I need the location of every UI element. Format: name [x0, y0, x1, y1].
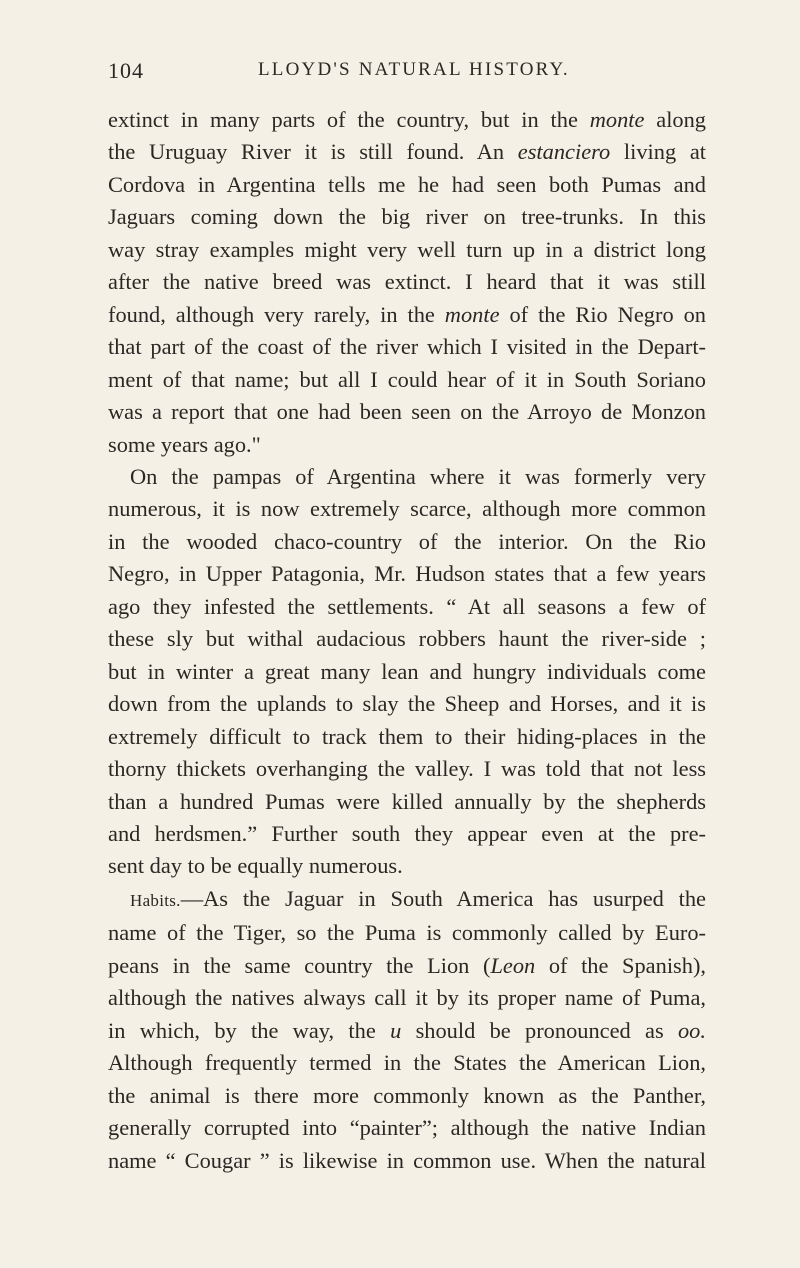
italic-term: monte — [444, 301, 500, 327]
italic-term: Leon — [490, 952, 536, 978]
italic-term: estanciero — [517, 139, 611, 165]
text-line: the animal is there more commonly known as the Panther, — [108, 1082, 706, 1108]
text-line: but in winter a great many lean and hungry individuals come — [108, 658, 706, 684]
text-line: after the native breed was extinct. I heard that it was still — [108, 269, 706, 295]
body-text — [108, 104, 706, 1177]
text-line: although the natives always call it by its proper name of Puma, — [108, 985, 706, 1011]
text-line: Jaguars coming down the big river on tree-trunks. In this — [108, 204, 706, 230]
text-line: down from the uplands to slay the Sheep and Horses, and it is — [108, 691, 706, 717]
text-line: Although frequently termed in the States the American Lion, — [108, 1050, 706, 1076]
paragraph-continuation — [108, 104, 706, 461]
text-line: was a report that one had been seen on the Arroyo de Monzon — [108, 399, 706, 425]
text-line: and herdsmen.” Further south they appear even at the pre- — [108, 820, 706, 846]
running-head: LLOYD'S NATURAL HISTORY. — [258, 59, 570, 80]
text-line: that part of the coast of the river which I visited in the Depart- — [108, 334, 706, 360]
text-line: way stray examples might very well turn up in a district long — [108, 236, 706, 262]
text-line: On the pampas of Argentina where it was formerly very — [130, 463, 706, 489]
italic-term: oo. — [677, 1017, 706, 1043]
text-line: generally corrupted into “painter”; although the native Indian — [108, 1115, 706, 1141]
paragraph-pampas — [108, 461, 706, 883]
text-line: Negro, in Upper Patagonia, Mr. Hudson states that a few years — [108, 561, 706, 587]
italic-term: u — [390, 1017, 402, 1043]
italic-term: monte — [589, 107, 645, 132]
page-number: 104 — [108, 58, 144, 83]
text-line: Cordova in Argentina tells me he had seen both Pumas and — [108, 171, 706, 197]
text-line: extinct in many parts of the country, but in the monte along — [108, 107, 706, 132]
text-line: than a hundred Pumas were killed annually by the shepherds — [108, 788, 706, 814]
text-line: ment of that name; but all I could hear of it in South Soriano — [108, 366, 706, 392]
text-line: Habits.—As the Jaguar in South America has usurped the — [130, 885, 706, 911]
text-line: in which, by the way, the u should be pronounced as oo. — [108, 1017, 706, 1043]
page-header — [108, 58, 706, 88]
text-line: ago they infested the settlements. “ At all seasons a few of — [108, 593, 706, 619]
paragraph-habits — [108, 883, 706, 1177]
text-line: the Uruguay River it is still found. An estanciero living at — [108, 139, 706, 165]
text-line: name of the Tiger, so the Puma is commonly called by Euro- — [108, 920, 706, 946]
text-line: thorny thickets overhanging the valley. I was told that not less — [108, 756, 706, 782]
text-line: numerous, it is now extremely scarce, although more common — [108, 496, 706, 522]
text-line: these sly but withal audacious robbers haunt the river-side ; — [108, 626, 706, 652]
text-line: in the wooded chaco-country of the interior. On the Rio — [108, 528, 706, 554]
text-line: some years ago." — [108, 431, 261, 457]
text-line: sent day to be equally numerous. — [108, 853, 403, 879]
text-line: peans in the same country the Lion (Leon of the Spanish), — [108, 952, 706, 978]
text-line: extremely difficult to track them to their hiding-places in the — [108, 723, 706, 749]
section-label: Habits. — [130, 890, 181, 910]
text-line: name “ Cougar ” is likewise in common use. When the natural — [108, 1147, 706, 1173]
text-line: found, although very rarely, in the monte of the Rio Negro on — [108, 301, 706, 327]
